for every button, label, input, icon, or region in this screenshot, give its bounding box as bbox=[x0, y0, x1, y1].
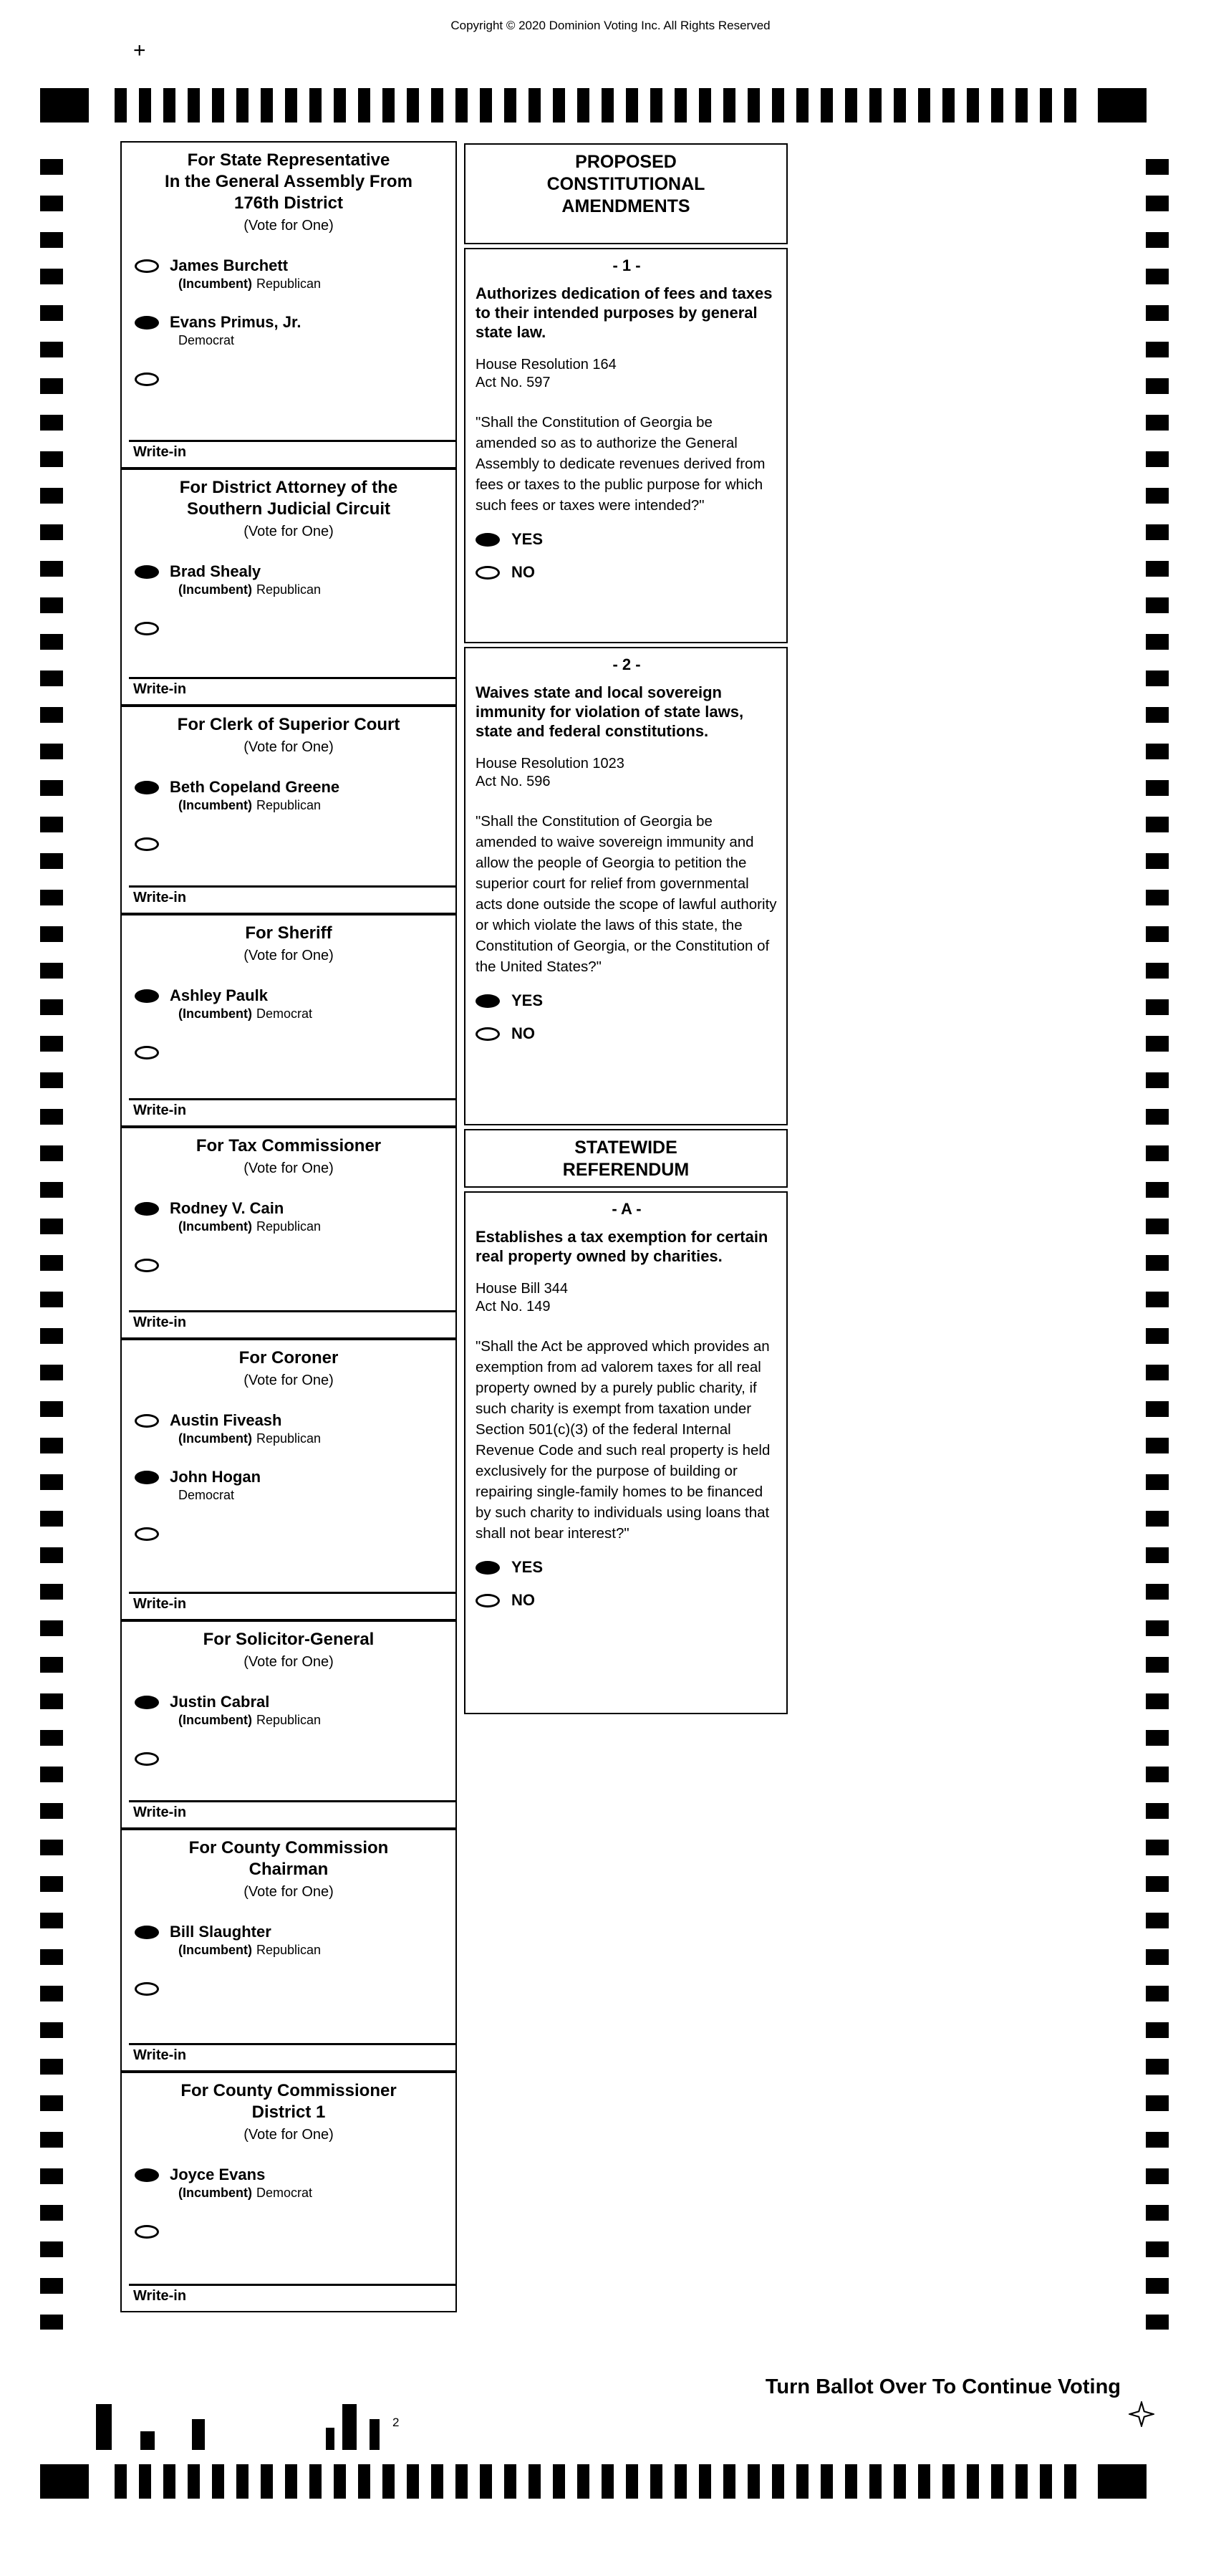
vote-bubble[interactable] bbox=[135, 1414, 159, 1428]
candidate-row bbox=[135, 1411, 447, 1446]
write-in-label: Write-in bbox=[133, 681, 187, 697]
timing-bars-top bbox=[115, 88, 1084, 122]
incumbent-label: (Incumbent) bbox=[178, 1431, 252, 1446]
contest-title-line: For District Attorney of the bbox=[179, 478, 398, 497]
write-in-label: Write-in bbox=[133, 1804, 187, 1820]
candidate-row bbox=[135, 1693, 447, 1728]
contest-title-line: For County Commissioner bbox=[180, 2081, 397, 2100]
write-in-section bbox=[122, 2284, 455, 2311]
contest-box bbox=[120, 1127, 457, 1339]
candidate-info bbox=[170, 778, 339, 813]
candidate-info bbox=[170, 1411, 321, 1446]
party-label: Republican bbox=[256, 1431, 322, 1446]
write-in-line[interactable] bbox=[129, 1800, 455, 1802]
incumbent-label: (Incumbent) bbox=[178, 2186, 252, 2200]
candidate-name: John Hogan bbox=[170, 1468, 261, 1486]
no-bubble[interactable] bbox=[476, 566, 500, 580]
copyright-line: Copyright © 2020 Dominion Voting Inc. All Rights Reserved bbox=[450, 19, 771, 32]
candidate-row bbox=[135, 1199, 447, 1234]
candidate-name: Austin Fiveash bbox=[170, 1411, 282, 1429]
registration-plus-mark: + bbox=[133, 39, 146, 62]
measure-reference bbox=[476, 1280, 778, 1316]
write-in-section bbox=[122, 1800, 455, 1827]
yes-label: YES bbox=[511, 991, 544, 1009]
measure-group-header bbox=[464, 1129, 788, 1188]
page-number: 2 bbox=[392, 2416, 400, 2429]
candidate-party bbox=[178, 582, 321, 597]
contest-box bbox=[120, 2072, 457, 2312]
measure-header-line: REFERENDUM bbox=[562, 1160, 690, 1180]
vote-bubble[interactable] bbox=[135, 1696, 159, 1709]
candidate-info bbox=[170, 1693, 321, 1728]
contest-box bbox=[120, 914, 457, 1127]
candidate-row bbox=[135, 2222, 447, 2239]
write-in-section bbox=[122, 1098, 455, 1125]
contest-title-line: For State Representative bbox=[187, 150, 390, 170]
write-in-section bbox=[122, 1592, 455, 1619]
contest-title bbox=[122, 1135, 455, 1157]
yes-bubble[interactable] bbox=[476, 1561, 500, 1575]
candidate-name: Bill Slaughter bbox=[170, 1923, 271, 1941]
measure-question: "Shall the Act be approved which provides an exemption from ad valorem taxes for all real property owned by a purely public charity, if such charity is exempt from taxation under Section 501(c)(3) of the federal Internal Revenue Code and such real property is held exclusively for the purpose of building or repairing single-family homes to be financed by such charity to individuals using loans that shall not bear interest?" bbox=[476, 1338, 771, 1542]
candidate-party bbox=[178, 1712, 321, 1728]
vote-bubble[interactable] bbox=[135, 1752, 159, 1766]
candidate-row bbox=[135, 1256, 447, 1272]
party-label: Republican bbox=[256, 798, 322, 812]
measure-number: - A - bbox=[612, 1200, 642, 1218]
candidate-row bbox=[135, 835, 447, 851]
timing-marks-bottom bbox=[40, 2464, 1147, 2499]
contests-column bbox=[120, 141, 457, 2312]
measure-reference-line: Act No. 596 bbox=[476, 774, 551, 789]
candidate-row bbox=[135, 1524, 447, 1541]
candidate-row bbox=[135, 370, 447, 386]
vote-bubble[interactable] bbox=[135, 781, 159, 794]
candidate-info bbox=[170, 562, 321, 597]
candidate-row bbox=[135, 1749, 447, 1766]
write-in-section bbox=[122, 2043, 455, 2070]
candidate-party bbox=[178, 1487, 261, 1503]
vote-bubble[interactable] bbox=[135, 2168, 159, 2182]
party-label: Democrat bbox=[178, 333, 235, 347]
no-bubble[interactable] bbox=[476, 1027, 500, 1041]
write-in-line[interactable] bbox=[129, 440, 455, 442]
measure-reference-line: Act No. 597 bbox=[476, 375, 551, 390]
write-in-line[interactable] bbox=[129, 1098, 455, 1100]
contest-box bbox=[120, 1620, 457, 1829]
vote-for-instruction: (Vote for One) bbox=[243, 1373, 334, 1388]
incumbent-label: (Incumbent) bbox=[178, 1943, 252, 1957]
candidate-row bbox=[135, 1923, 447, 1958]
contest-box bbox=[120, 706, 457, 914]
contest-title-line: In the General Assembly From bbox=[165, 172, 412, 191]
candidate-name: Joyce Evans bbox=[170, 2166, 266, 2183]
write-in-section bbox=[122, 1310, 455, 1337]
measure-reference-line: House Bill 344 bbox=[476, 1281, 568, 1297]
candidate-row bbox=[135, 619, 447, 635]
vote-bubble[interactable] bbox=[135, 373, 159, 386]
write-in-line[interactable] bbox=[129, 1310, 455, 1312]
write-in-line[interactable] bbox=[129, 2043, 455, 2045]
measure-question: "Shall the Constitution of Georgia be amended to waive sovereign immunity and allow the people of Georgia to petition the superior court for relief from governmental acts done outside the scope of lawful authority or which violate the laws of this state, the Constitution of Georgia, or the Constitution of the United States?" bbox=[476, 813, 777, 975]
candidate-row bbox=[135, 1043, 447, 1059]
choice-row-yes bbox=[476, 991, 778, 1010]
timing-block-right bbox=[1098, 2464, 1147, 2499]
measure-number: - 2 - bbox=[612, 655, 641, 673]
contest-title-line: For Sheriff bbox=[245, 923, 332, 943]
write-in-label: Write-in bbox=[133, 444, 187, 460]
candidate-party bbox=[178, 2185, 312, 2201]
vote-bubble[interactable] bbox=[135, 565, 159, 579]
id-mark bbox=[370, 2419, 380, 2450]
turn-ballot-over-text: Turn Ballot Over To Continue Voting bbox=[765, 2375, 1121, 2398]
measure-summary: Authorizes dedication of fees and taxes to their intended purposes by general state law. bbox=[476, 284, 773, 341]
registration-star-mark bbox=[1129, 2401, 1154, 2427]
candidate-name: Beth Copeland Greene bbox=[170, 778, 340, 796]
vote-for-instruction: (Vote for One) bbox=[243, 1654, 334, 1670]
contest-title-line: For County Commission bbox=[188, 1838, 389, 1857]
contest-title bbox=[122, 923, 455, 944]
vote-for-instruction: (Vote for One) bbox=[243, 218, 334, 234]
choice-row-no bbox=[476, 1024, 778, 1043]
vote-bubble[interactable] bbox=[135, 1202, 159, 1216]
incumbent-label: (Incumbent) bbox=[178, 277, 252, 291]
candidate-info bbox=[170, 1199, 321, 1234]
measure-question: "Shall the Constitution of Georgia be amended so as to authorize the General Assembly to dedicate revenues derived from fees or taxes to the public purpose for which such fees or taxes were intended?" bbox=[476, 414, 766, 514]
incumbent-label: (Incumbent) bbox=[178, 798, 252, 812]
measure-group-header bbox=[464, 143, 788, 244]
contest-title-line: Chairman bbox=[248, 1860, 329, 1879]
candidate-row bbox=[135, 778, 447, 813]
ballot-id-marks bbox=[96, 2404, 425, 2451]
write-in-label: Write-in bbox=[133, 1102, 187, 1118]
candidate-info bbox=[170, 313, 301, 348]
contest-title-line: For Coroner bbox=[238, 1348, 339, 1368]
contest-title-line: District 1 bbox=[251, 2102, 326, 2122]
vote-for-instruction: (Vote for One) bbox=[243, 739, 334, 755]
no-bubble[interactable] bbox=[476, 1594, 500, 1607]
candidate-name: Rodney V. Cain bbox=[170, 1199, 284, 1217]
timing-block-left bbox=[40, 2464, 89, 2499]
choice-row-yes bbox=[476, 1558, 778, 1577]
no-label: NO bbox=[511, 563, 535, 581]
party-label: Republican bbox=[256, 1713, 322, 1727]
choice-row-no bbox=[476, 563, 778, 582]
vote-bubble[interactable] bbox=[135, 989, 159, 1003]
timing-block-right bbox=[1098, 88, 1147, 122]
contest-title-line: For Tax Commissioner bbox=[196, 1136, 382, 1155]
candidate-party bbox=[178, 276, 321, 292]
vote-bubble[interactable] bbox=[135, 316, 159, 330]
yes-bubble[interactable] bbox=[476, 994, 500, 1008]
incumbent-label: (Incumbent) bbox=[178, 1219, 252, 1234]
contest-title bbox=[122, 1629, 455, 1650]
contest-title bbox=[122, 2080, 455, 2123]
candidate-party bbox=[178, 1942, 321, 1958]
candidate-row bbox=[135, 2166, 447, 2201]
timing-marks-right bbox=[1146, 159, 1169, 2330]
contest-title-line: 176th District bbox=[233, 193, 344, 213]
contest-title bbox=[122, 714, 455, 736]
id-mark bbox=[192, 2419, 205, 2450]
measure-number: - 1 - bbox=[612, 256, 641, 274]
party-label: Democrat bbox=[178, 1488, 235, 1502]
party-label: Republican bbox=[256, 1943, 322, 1957]
id-mark bbox=[326, 2428, 334, 2450]
candidate-party bbox=[178, 1431, 321, 1446]
yes-bubble[interactable] bbox=[476, 533, 500, 547]
id-mark bbox=[140, 2431, 155, 2450]
vote-for-instruction: (Vote for One) bbox=[243, 524, 334, 539]
measure-reference-line: House Resolution 164 bbox=[476, 357, 617, 373]
candidate-party bbox=[178, 332, 301, 348]
contest-title bbox=[122, 1347, 455, 1369]
vote-bubble[interactable] bbox=[135, 837, 159, 851]
candidate-party bbox=[178, 1006, 312, 1022]
measure-summary: Waives state and local sovereign immunity for violation of state laws, state and federal constitutions. bbox=[476, 683, 744, 740]
candidate-row bbox=[135, 313, 447, 348]
measure-reference bbox=[476, 755, 778, 791]
measure-summary: Establishes a tax exemption for certain real property owned by charities. bbox=[476, 1228, 768, 1265]
incumbent-label: (Incumbent) bbox=[178, 582, 252, 597]
party-label: Democrat bbox=[256, 1006, 313, 1021]
candidate-row bbox=[135, 986, 447, 1022]
contest-box bbox=[120, 141, 457, 468]
candidate-name: Brad Shealy bbox=[170, 562, 261, 580]
contest-title bbox=[122, 1837, 455, 1880]
no-label: NO bbox=[511, 1591, 535, 1609]
write-in-section bbox=[122, 885, 455, 913]
contest-title bbox=[122, 150, 455, 214]
candidate-info bbox=[170, 1923, 321, 1958]
candidate-name: Justin Cabral bbox=[170, 1693, 270, 1711]
yes-label: YES bbox=[511, 530, 544, 548]
timing-block-left bbox=[40, 88, 89, 122]
write-in-label: Write-in bbox=[133, 2047, 187, 2063]
vote-bubble[interactable] bbox=[135, 622, 159, 635]
vote-for-instruction: (Vote for One) bbox=[243, 2127, 334, 2143]
yes-label: YES bbox=[511, 1558, 544, 1576]
measures-column bbox=[464, 143, 788, 1714]
candidate-info bbox=[170, 986, 312, 1022]
vote-bubble[interactable] bbox=[135, 259, 159, 273]
party-label: Republican bbox=[256, 1219, 322, 1234]
measure-header-line: PROPOSED bbox=[575, 152, 677, 172]
candidate-info bbox=[170, 1468, 261, 1503]
contest-title-line: Southern Judicial Circuit bbox=[186, 499, 391, 519]
vote-bubble[interactable] bbox=[135, 1982, 159, 1996]
measure-header-line: CONSTITUTIONAL bbox=[546, 174, 705, 194]
id-mark bbox=[96, 2404, 112, 2450]
incumbent-label: (Incumbent) bbox=[178, 1006, 252, 1021]
party-label: Republican bbox=[256, 277, 322, 291]
measure-reference-line: Act No. 149 bbox=[476, 1299, 551, 1315]
incumbent-label: (Incumbent) bbox=[178, 1713, 252, 1727]
candidate-name: Ashley Paulk bbox=[170, 986, 268, 1004]
measure-box bbox=[464, 647, 788, 1125]
vote-bubble[interactable] bbox=[135, 1259, 159, 1272]
candidate-row bbox=[135, 1979, 447, 1996]
vote-bubble[interactable] bbox=[135, 1926, 159, 1939]
candidate-name: Evans Primus, Jr. bbox=[170, 313, 301, 331]
measure-header-line: AMENDMENTS bbox=[561, 196, 690, 216]
candidate-party bbox=[178, 797, 339, 813]
write-in-label: Write-in bbox=[133, 890, 187, 905]
choice-row-yes bbox=[476, 530, 778, 549]
vote-for-instruction: (Vote for One) bbox=[243, 1160, 334, 1176]
write-in-label: Write-in bbox=[133, 2288, 187, 2304]
write-in-line[interactable] bbox=[129, 677, 455, 679]
contest-title-line: For Clerk of Superior Court bbox=[177, 715, 400, 734]
party-label: Democrat bbox=[256, 2186, 313, 2200]
timing-bars-bottom bbox=[115, 2464, 1084, 2499]
contest-box bbox=[120, 1339, 457, 1620]
write-in-line[interactable] bbox=[129, 2284, 455, 2286]
candidate-info bbox=[170, 256, 321, 292]
candidate-row bbox=[135, 1468, 447, 1503]
write-in-label: Write-in bbox=[133, 1315, 187, 1330]
candidate-name: James Burchett bbox=[170, 256, 289, 274]
choice-row-no bbox=[476, 1591, 778, 1610]
write-in-line[interactable] bbox=[129, 1592, 455, 1594]
candidate-info bbox=[170, 2166, 312, 2201]
write-in-line[interactable] bbox=[129, 885, 455, 888]
party-label: Republican bbox=[256, 582, 322, 597]
contest-title bbox=[122, 477, 455, 520]
id-mark bbox=[342, 2404, 357, 2450]
vote-bubble[interactable] bbox=[135, 2225, 159, 2239]
vote-for-instruction: (Vote for One) bbox=[243, 1884, 334, 1900]
vote-bubble[interactable] bbox=[135, 1046, 159, 1059]
candidate-party bbox=[178, 1219, 321, 1234]
measure-box bbox=[464, 1191, 788, 1714]
candidate-row bbox=[135, 562, 447, 597]
vote-bubble[interactable] bbox=[135, 1527, 159, 1541]
measure-header-line: STATEWIDE bbox=[574, 1138, 677, 1158]
write-in-section bbox=[122, 677, 455, 704]
timing-marks-top bbox=[40, 88, 1147, 122]
measure-reference-line: House Resolution 1023 bbox=[476, 756, 624, 772]
write-in-label: Write-in bbox=[133, 1596, 187, 1612]
vote-bubble[interactable] bbox=[135, 1471, 159, 1484]
contest-title-line: For Solicitor-General bbox=[203, 1630, 375, 1649]
candidate-row bbox=[135, 256, 447, 292]
measure-reference bbox=[476, 356, 778, 392]
measure-box bbox=[464, 248, 788, 643]
write-in-section bbox=[122, 440, 455, 467]
no-label: NO bbox=[511, 1024, 535, 1042]
contest-box bbox=[120, 468, 457, 706]
contest-box bbox=[120, 1829, 457, 2072]
vote-for-instruction: (Vote for One) bbox=[243, 948, 334, 963]
timing-marks-left bbox=[40, 159, 63, 2330]
